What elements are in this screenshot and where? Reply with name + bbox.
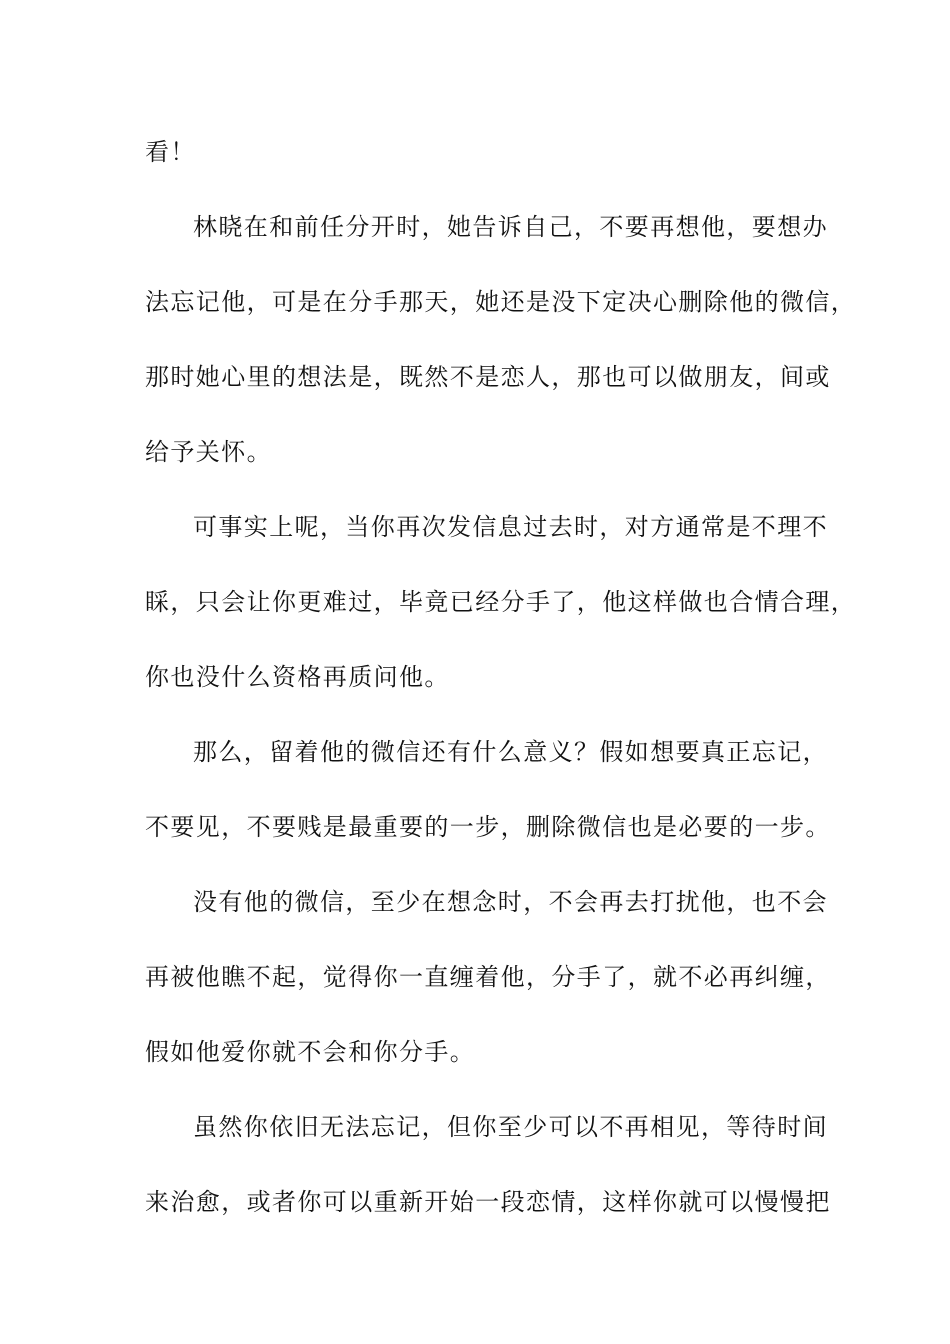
paragraph-first-line: 没有他的微信，至少在想念时，不会再去打扰他，也不会 <box>193 888 828 916</box>
paragraph-first-line: 那么，留着他的微信还有什么意义？假如想要真正忘记， <box>193 738 828 766</box>
text-line: 那时她心里的想法是，既然不是恋人，那也可以做朋友，间或 <box>145 363 831 391</box>
paragraph-first-line: 可事实上呢，当你再次发信息过去时，对方通常是不理不 <box>193 513 828 541</box>
text-line: 不要见，不要贱是最重要的一步，删除微信也是必要的一步。 <box>145 813 831 841</box>
text-line: 来治愈，或者你可以重新开始一段恋情，这样你就可以慢慢把 <box>145 1188 831 1216</box>
text-line: 法忘记他，可是在分手那天，她还是没下定决心删除他的微信， <box>145 288 857 316</box>
text-line: 看！ <box>145 138 196 166</box>
text-line: 再被他瞧不起，觉得你一直缠着他，分手了，就不必再纠缠， <box>145 963 831 991</box>
paragraph-first-line: 林晓在和前任分开时，她告诉自己，不要再想他，要想办 <box>193 213 828 241</box>
paragraph-first-line: 虽然你依旧无法忘记，但你至少可以不再相见，等待时间 <box>193 1113 828 1141</box>
text-line: 你也没什么资格再质问他。 <box>145 663 450 691</box>
text-line: 给予关怀。 <box>145 438 272 466</box>
text-line: 睬，只会让你更难过，毕竟已经分手了，他这样做也合情合理， <box>145 588 857 616</box>
text-line: 假如他爱你就不会和你分手。 <box>145 1038 476 1066</box>
